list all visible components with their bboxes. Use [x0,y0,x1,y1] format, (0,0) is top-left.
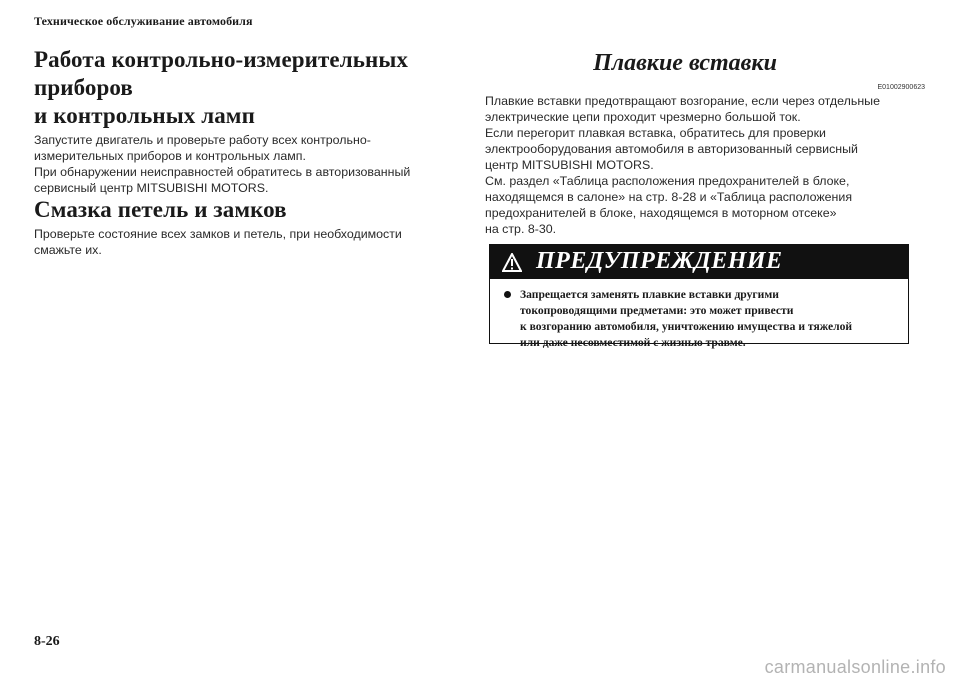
indicators-text [34,132,444,196]
indicators-line3: При обнаружении неисправностей обратитесь в авторизованный [34,165,411,179]
bullet-icon [504,291,511,298]
warning-text [502,287,896,351]
warning-box [489,244,909,349]
fuses-line2: электрические цепи проходит чрезмерно большой ток. [485,110,801,124]
lubrication-line1: Проверьте состояние всех замков и петель, при необходимости [34,227,402,241]
warning-title: ПРЕДУПРЕЖДЕНИЕ [536,248,783,274]
document-code: E01002900623 [877,84,925,91]
fuses-line7: находящемся в салоне» на стр. 8-28 и «Таблица расположения [485,190,853,204]
lubrication-title: Смазка петель и замков [34,197,287,222]
fuses-line9: на стр. 8-30. [485,222,557,236]
indicators-line2: измерительных приборов и контрольных ламп. [34,149,306,163]
fuses-text [485,93,925,237]
lubrication-text [34,226,444,258]
fuses-line8: предохранителей в блоке, находящемся в моторном отсеке» [485,206,837,220]
indicators-title-line2: и контрольных ламп [34,103,255,128]
indicators-title [34,46,444,130]
indicators-line1: Запустите двигатель и проверьте работу всех контрольно- [34,133,371,147]
lubrication-line2: смажьте их. [34,243,102,257]
warning-line2: токопроводящими предметами: это может привести [520,304,794,317]
warning-line3: к возгоранию автомобиля, уничтожению имущества и тяжелой [520,320,853,333]
warning-body [490,279,908,351]
indicators-line4: сервисный центр MITSUBISHI MOTORS. [34,181,269,195]
left-column [34,46,444,258]
fuses-title: Плавкие вставки [593,50,777,76]
right-column [485,46,925,237]
warning-line4: или даже несовместимой с жизнью травме. [520,336,746,349]
fuses-line5: центр MITSUBISHI MOTORS. [485,158,654,172]
warning-header [490,245,908,279]
indicators-section [34,46,444,196]
watermark: carmanualsonline.info [764,657,946,677]
warning-line1: Запрещается заменять плавкие вставки другими [520,288,779,301]
lubrication-section [34,196,444,258]
indicators-title-line1: Работа контрольно-измерительных приборов [34,47,408,100]
warning-triangle-icon [502,253,522,272]
fuses-line4: электрооборудования автомобиля в авторизованный сервисный [485,142,858,156]
page-number: 8-26 [34,634,60,649]
fuses-line6: См. раздел «Таблица расположения предохранителей в блоке, [485,174,850,188]
fuses-line3: Если перегорит плавкая вставка, обратитесь для проверки [485,126,826,140]
page-header: Техническое обслуживание автомобиля [34,14,253,28]
fuses-line1: Плавкие вставки предотвращают возгорание, если через отдельные [485,94,880,108]
